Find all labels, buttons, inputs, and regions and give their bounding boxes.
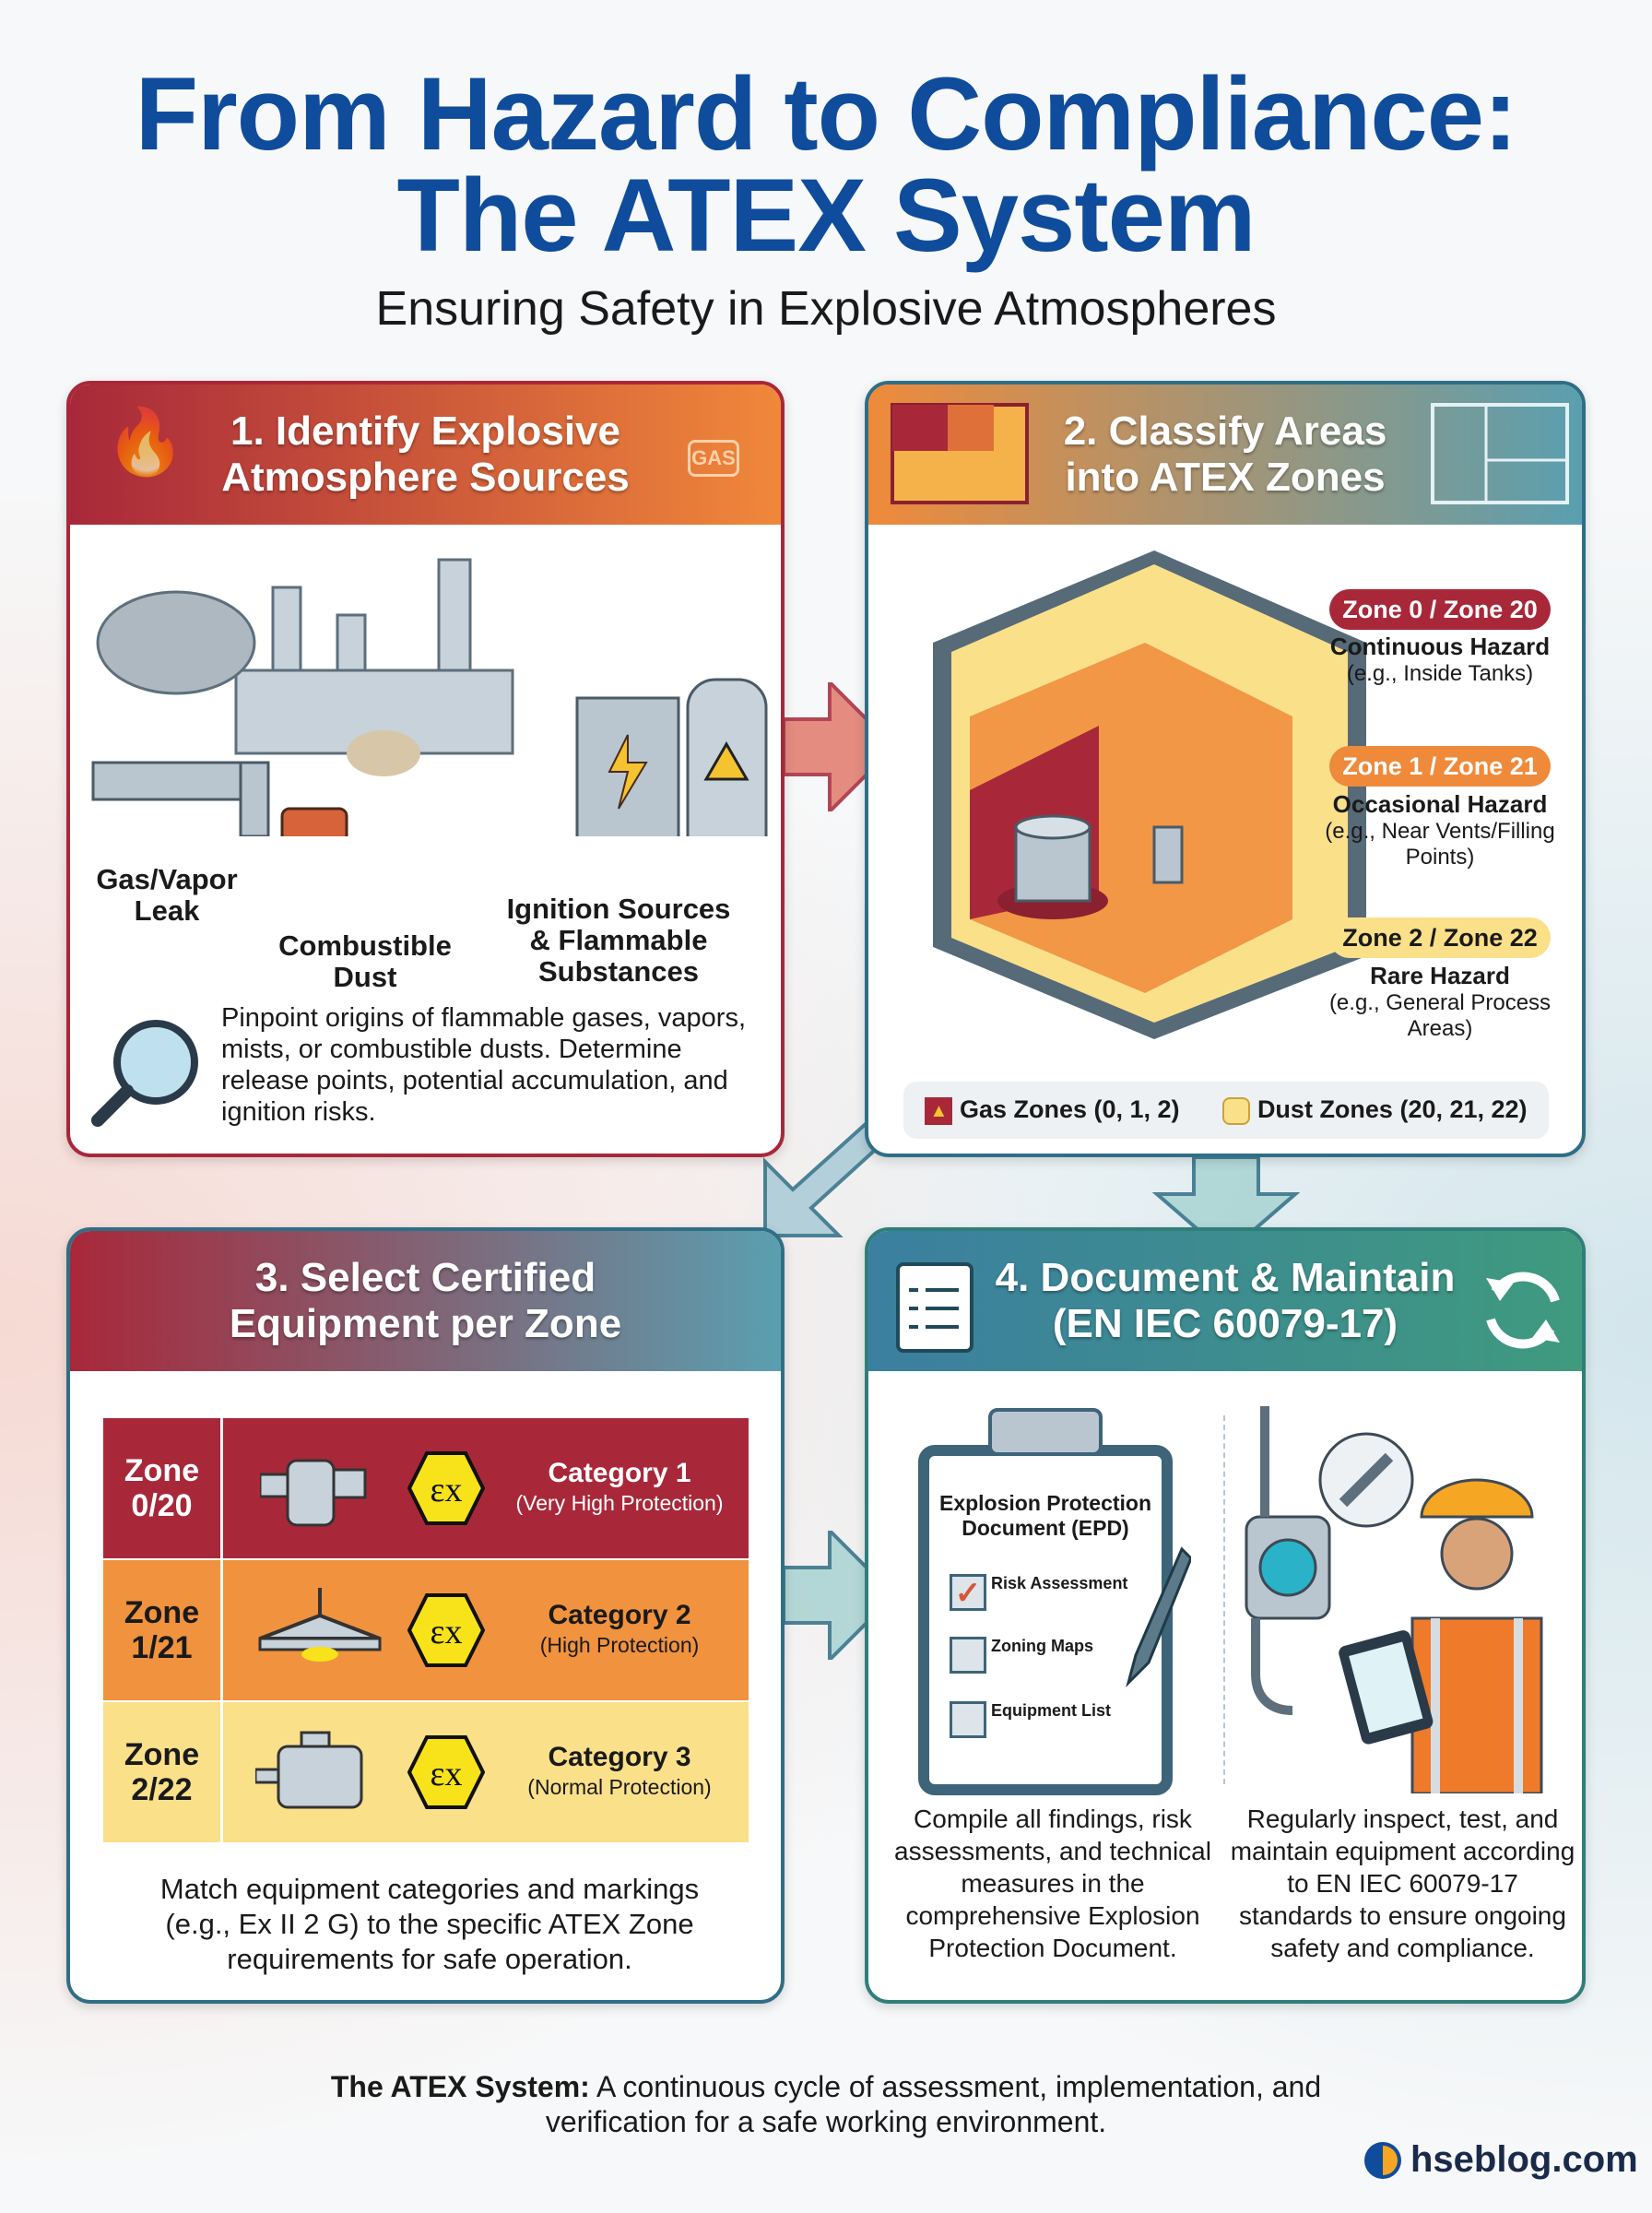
- footer-summary: The ATEX System: A continuous cycle of assessment, implementation, and verification for a safe working environment.: [330, 2070, 1322, 2138]
- epd-item-risk: ✓ Risk Assessment: [950, 1574, 1127, 1611]
- epd-item-equipment: Equipment List: [950, 1701, 1111, 1738]
- flame-icon: 🔥: [105, 406, 186, 478]
- epd-title-line-2: Document (EPD): [962, 1516, 1129, 1540]
- step-4-description-right: Regularly inspect, test, and maintain equipment according to EN IEC 60079-17 standards to ensure ongoing safety and compliance.: [1230, 1805, 1575, 1962]
- step-3-header: [70, 1231, 781, 1371]
- subtitle: Ensuring Safety in Explosive Atmospheres: [375, 282, 1277, 336]
- epd-item-zoning: Zoning Maps: [950, 1637, 1093, 1674]
- step-2-title-line-1: 2. Classify Areas: [1063, 408, 1387, 454]
- gas-leak-label: Gas/Vapor Leak: [96, 863, 238, 927]
- dust-label: Combustible Dust: [278, 929, 452, 993]
- gas-badge: GAS: [688, 440, 739, 477]
- svg-text:εx: εx: [430, 1755, 463, 1793]
- step-3-panel: [66, 1227, 785, 2004]
- logo-icon: [1363, 2140, 1403, 2181]
- step-2-panel: 2. Classify Areas into ATEX Zones Zone 0 / Zone 20 Continuous Hazard (e.g., Inside Tanks) Zone 1 / Zone 21 Occasional Hazard (e.g., Near Vents/Filling Points) Zone 2 / Zone 22 Rare Hazard (e.g., General Process Areas) ▲ Gas Zones (0, 1, 2) Dust Zones (20, 21, 22): [865, 381, 1586, 1157]
- step-3-description: Match equipment categories and markings (e.g., Ex II 2 G) to the specific ATEX Zone requirements for safe operation.: [159, 1873, 700, 1975]
- step-4-description-left: Compile all findings, risk assessments, and technical measures in the comprehensive Explosion Protection Document.: [894, 1805, 1211, 1962]
- step-1-title-line-1: 1. Identify Explosive: [230, 408, 620, 454]
- step-4-panel: [865, 1227, 1586, 2004]
- category-row-2: Zone 1/21 εx Category 2 (High Protection): [103, 1560, 749, 1700]
- floor-plan-icon: [1431, 403, 1569, 504]
- flame-icon: ▲: [925, 1097, 952, 1125]
- motor-icon: [255, 1728, 384, 1820]
- dust-cloud-icon: [1222, 1097, 1250, 1125]
- svg-text:εx: εx: [430, 1471, 463, 1509]
- pipe-icon: [93, 763, 259, 799]
- vent-icon: [1154, 827, 1182, 882]
- checkbox-icon: [950, 1701, 986, 1738]
- hseblog-logo[interactable]: hseblog.com: [1363, 2139, 1638, 2181]
- step-1-panel: [66, 381, 785, 1157]
- title-line-2: The ATEX System: [396, 158, 1256, 273]
- clipboard-icon: [894, 1253, 977, 1355]
- step-3-title-line-1: 3. Select Certified: [254, 1255, 596, 1300]
- magnifier-icon: [87, 1012, 206, 1131]
- svg-text:εx: εx: [430, 1613, 463, 1651]
- refresh-cycle-icon: [1477, 1264, 1569, 1356]
- ignition-label: Ignition Sources & Flammable Substances: [506, 893, 731, 988]
- category-row-3: Zone 2/22 εx Category 3 (Normal Protection): [103, 1702, 749, 1842]
- category-row-1: Zone 0/20 εx Category 1 (Very High Protection): [103, 1418, 749, 1558]
- legend-gas: ▲ Gas Zones (0, 1, 2): [925, 1095, 1179, 1125]
- step-4-title-line-2: (EN IEC 60079-17): [1052, 1301, 1398, 1346]
- zone-map-icon: [891, 403, 1029, 504]
- step-3-title-line-2: Equipment per Zone: [229, 1301, 622, 1346]
- divider: [1223, 1415, 1225, 1784]
- dust-barrel-icon: [282, 809, 347, 836]
- checkbox-icon: [950, 1637, 986, 1674]
- pump-icon: [260, 1442, 371, 1534]
- epd-title-line-1: Explosion Protection: [938, 1491, 1152, 1515]
- step-4-title-line-1: 4. Document & Maintain: [995, 1255, 1456, 1300]
- hazard-sources-illustration: [88, 541, 771, 836]
- step-1-title-line-2: Atmosphere Sources: [221, 455, 630, 500]
- pen-icon: [1117, 1544, 1191, 1692]
- clipboard-clip: [988, 1408, 1103, 1456]
- gas-cloud-icon: [98, 592, 254, 693]
- title-line-1: From Hazard to Compliance:: [135, 56, 1517, 172]
- checked-checkbox-icon: ✓: [950, 1574, 986, 1611]
- ex-mark-icon: [407, 1592, 485, 1669]
- lamp-icon: [251, 1588, 389, 1680]
- ex-mark-icon: [407, 1450, 485, 1527]
- step-2-title-line-2: into ATEX Zones: [1065, 455, 1386, 500]
- zone-legend: [903, 1082, 1549, 1139]
- legend-dust: Dust Zones (20, 21, 22): [1222, 1095, 1527, 1125]
- ex-mark-icon: [407, 1734, 485, 1811]
- step-1-description: Pinpoint origins of flammable gases, vapors, mists, or combustible dusts. Determine release points, potential accumulation, and ignition risks.: [221, 1003, 747, 1127]
- technician-inspection-illustration: [1237, 1406, 1569, 1793]
